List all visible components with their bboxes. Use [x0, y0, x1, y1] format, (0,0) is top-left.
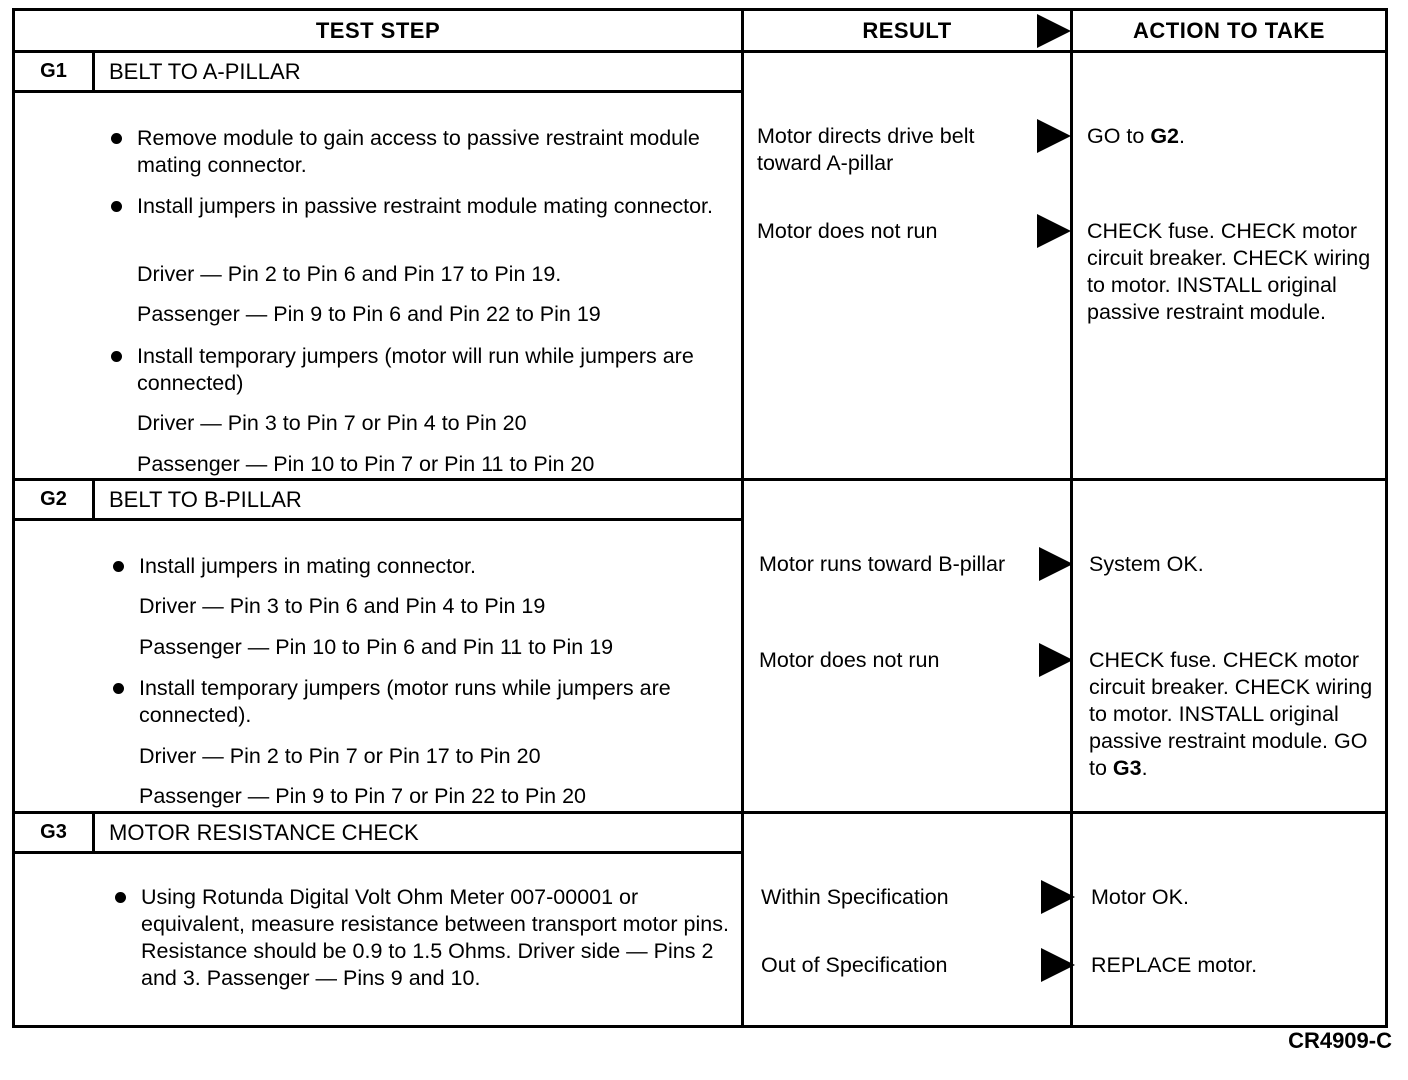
- bullet-icon: [113, 561, 124, 572]
- header-action: ACTION TO TAKE: [1133, 17, 1325, 43]
- header-result: RESULT: [862, 17, 952, 43]
- result-text: Motor does not run: [757, 219, 938, 243]
- bullet-icon: [111, 201, 122, 212]
- list-item: Install jumpers in mating connector.: [139, 553, 729, 580]
- diagnostic-table: [12, 8, 1388, 1028]
- action-text: GO to G2.: [1087, 124, 1185, 148]
- result-text: Motor runs toward B-pillar: [759, 552, 1006, 576]
- result-arrow-icon: [1037, 214, 1071, 248]
- bullet-icon: [111, 351, 122, 362]
- header-arrow-icon: [1037, 14, 1071, 48]
- list-item: Passenger — Pin 9 to Pin 7 or Pin 22 to Pin 20: [139, 784, 586, 808]
- list-item: Driver — Pin 3 to Pin 6 and Pin 4 to Pin 19: [139, 594, 546, 618]
- step-title: BELT TO B-PILLAR: [95, 481, 741, 521]
- header-test-step: TEST STEP: [315, 17, 441, 43]
- bullet-icon: [113, 683, 124, 694]
- step-g2: [15, 481, 1385, 811]
- list-item: Driver — Pin 3 to Pin 7 or Pin 4 to Pin 20: [137, 411, 527, 435]
- step-title: BELT TO A-PILLAR: [95, 53, 741, 93]
- list-item: Passenger — Pin 10 to Pin 6 and Pin 11 to Pin 19: [139, 635, 614, 659]
- step-id: G1: [15, 53, 95, 93]
- result-arrow-icon: [1041, 948, 1075, 982]
- action-text: CHECK fuse. CHECK motor circuit breaker. CHECK wiring to motor. INSTALL original passive restraint module.: [1087, 219, 1371, 324]
- result-text: Out of Specification: [761, 953, 948, 977]
- action-text: CHECK fuse. CHECK motor circuit breaker. CHECK wiring to motor. INSTALL original passive restraint module. GO to G3.: [1089, 648, 1373, 780]
- list-item: Passenger — Pin 10 to Pin 7 or Pin 11 to Pin 20: [137, 452, 595, 476]
- result-arrow-icon: [1039, 547, 1073, 581]
- list-item: Driver — Pin 2 to Pin 6 and Pin 17 to Pin 19.: [137, 262, 562, 286]
- result-arrow-icon: [1041, 880, 1075, 914]
- action-text: Motor OK.: [1091, 885, 1189, 909]
- figure-code: CR4909-C: [1288, 1028, 1392, 1053]
- list-item: Passenger — Pin 9 to Pin 6 and Pin 22 to Pin 19: [137, 302, 601, 326]
- bullet-icon: [115, 892, 126, 903]
- step-g3: [15, 814, 1385, 1025]
- action-text: System OK.: [1089, 552, 1204, 576]
- action-text: REPLACE motor.: [1091, 953, 1258, 977]
- list-item: Using Rotunda Digital Volt Ohm Meter 007-00001 or equivalent, measure resistance between transport motor pins. Resistance should be 0.9 to 1.5 Ohms. Driver side — Pins 2 and 3. Passenger — Pins 9 and 10.: [141, 884, 737, 992]
- step-g1: [15, 53, 1385, 478]
- list-item: Install jumpers in passive restraint module mating connector.: [137, 193, 717, 220]
- result-arrow-icon: [1037, 119, 1071, 153]
- result-arrow-icon: [1039, 643, 1073, 677]
- list-item: Install temporary jumpers (motor runs while jumpers are connected).: [139, 675, 729, 729]
- list-item: Remove module to gain access to passive restraint module mating connector.: [137, 125, 727, 179]
- bullet-icon: [111, 133, 122, 144]
- step-title: MOTOR RESISTANCE CHECK: [95, 814, 741, 854]
- result-text: Motor does not run: [759, 648, 940, 672]
- list-item: Driver — Pin 2 to Pin 7 or Pin 17 to Pin 20: [139, 744, 541, 768]
- result-text: Motor directs drive belt toward A-pillar: [757, 124, 975, 175]
- step-id: G3: [15, 814, 95, 854]
- step-id: G2: [15, 481, 95, 521]
- list-item: Install temporary jumpers (motor will run while jumpers are connected): [137, 343, 697, 397]
- table-header: [15, 11, 1385, 53]
- result-text: Within Specification: [761, 885, 949, 909]
